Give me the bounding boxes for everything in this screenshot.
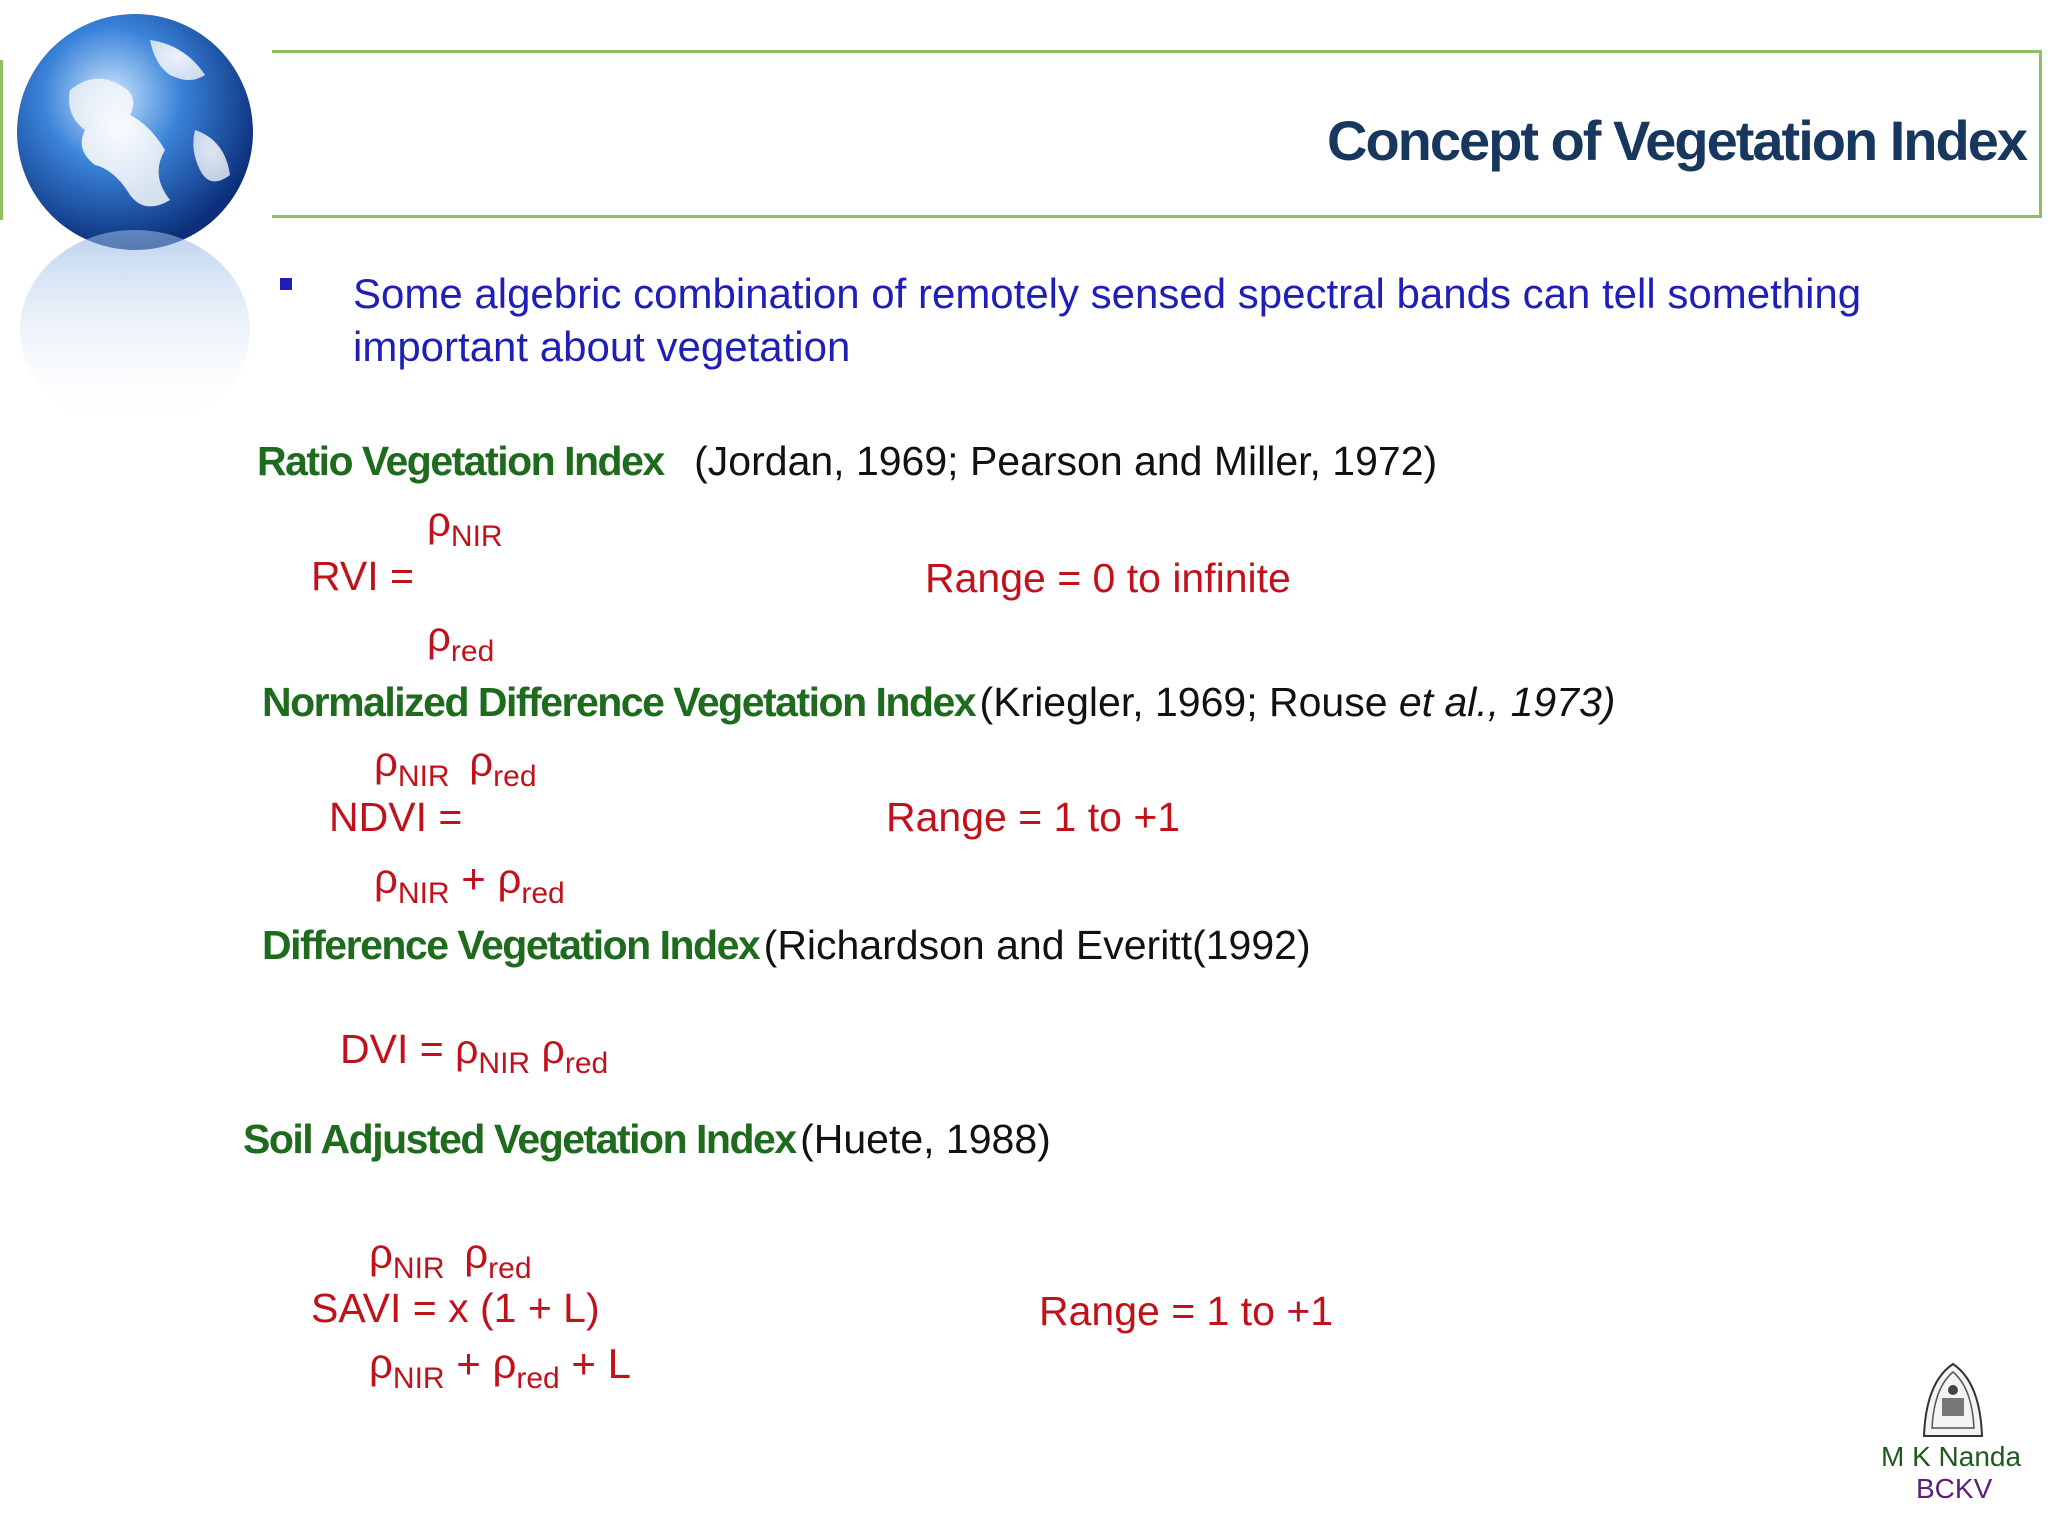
savi-heading-line: [243, 1116, 1051, 1163]
bullet-text: Some algebric combination of remotely sensed spectral bands can tell something important about vegetation: [353, 270, 1862, 370]
savi-range: Range = 1 to +1: [1039, 1288, 1334, 1334]
globe-icon: [0, 0, 280, 480]
rvi-range: Range = 0 to infinite: [925, 555, 1291, 601]
slide-title: Concept of Vegetation Index: [1327, 109, 2026, 172]
savi-lhs: SAVI = x (1 + L): [311, 1285, 600, 1331]
rvi-numerator: $\rho_{NIR}$: [427, 498, 503, 553]
bullet-marker: [280, 278, 292, 290]
savi-denominator: $\rho_{NIR} + \rho_{red} + L$: [369, 1340, 631, 1395]
ndvi-lhs: NDVI =: [329, 794, 463, 840]
rvi-heading-line: [257, 438, 1437, 485]
dvi-formula: DVI = $\rho_{NIR}$ $\rho_{red}$: [340, 1026, 609, 1080]
ndvi-numerator: $\rho_{NIR}$ $\rho_{red}$: [374, 738, 537, 793]
ndvi-range: Range = 1 to +1: [886, 794, 1181, 840]
rvi-denominator: $\rho_{red}$: [427, 613, 495, 668]
dvi-citation: (Richardson and Everitt(1992): [763, 922, 1311, 968]
savi-numerator: $\rho_{NIR}$ $\rho_{red}$: [369, 1230, 532, 1285]
ndvi-denominator: $\rho_{NIR} + \rho_{red}$: [374, 855, 565, 910]
university-emblem-icon: [1920, 1362, 1986, 1438]
dvi-heading-line: [262, 922, 1311, 969]
ndvi-heading-line: [262, 679, 1615, 726]
ndvi-citation: (Kriegler, 1969; Rouse et al., 1973): [979, 679, 1616, 725]
ndvi-heading: Normalized Difference Vegetation Index: [262, 679, 976, 725]
rvi-citation: (Jordan, 1969; Pearson and Miller, 1972): [694, 438, 1438, 484]
dvi-heading: Difference Vegetation Index: [262, 922, 760, 968]
savi-heading: Soil Adjusted Vegetation Index: [243, 1116, 796, 1162]
savi-citation: (Huete, 1988): [800, 1116, 1051, 1162]
author-name: M K Nanda: [1881, 1441, 2022, 1472]
rvi-lhs: RVI =: [311, 553, 414, 599]
author-org: BCKV: [1916, 1473, 1993, 1504]
rvi-heading: Ratio Vegetation Index: [257, 438, 664, 484]
